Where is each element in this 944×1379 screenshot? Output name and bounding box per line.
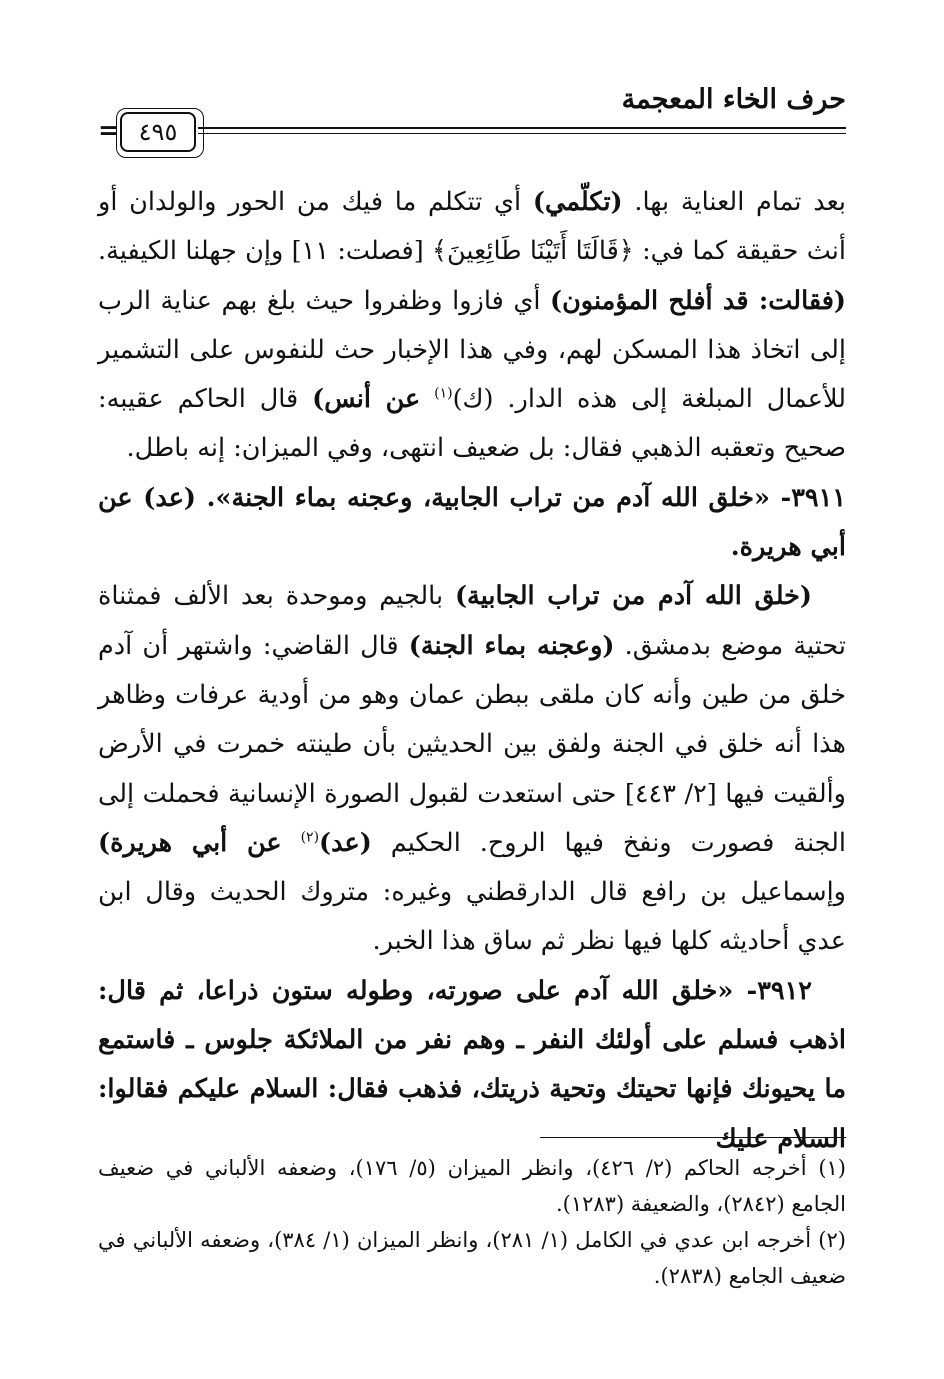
text-run: بعد تمام العناية بها.	[622, 187, 846, 217]
bold-phrase: عن أنس)	[312, 384, 421, 415]
footnote-1-number: (١)	[818, 1156, 846, 1180]
footnote-2-text: أخرجه ابن عدي في الكامل (١/ ٢٨١)، وانظر الميزان (١/ ٣٨٤)، وضعفه الألباني في ضعيف الجامع (٢٨٣٨).	[98, 1228, 846, 1288]
hadith-3911	[98, 474, 846, 573]
header-rule	[98, 112, 846, 152]
commentary-paragraph-2	[98, 572, 846, 966]
text-run	[420, 384, 434, 414]
bold-phrase: (فقالت: قد أفلح المؤمنون)	[550, 285, 846, 316]
bold-phrase: ٣٩١٢- «خلق الله آدم على صورته، وطوله ستون ذراعا، ثم قال: اذهب فسلم على أولئك النفر ـ وهم نفر من الملائكة جلوس ـ فاستمع ما يحيونك فإنها تحيتك وتحية ذريتك، فذهب فقال: السلام عليكم فقالوا: السلام عليك	[98, 975, 846, 1154]
main-text	[98, 178, 846, 1164]
footnote-1-text: أخرجه الحاكم (٢/ ٤٢٦)، وانظر الميزان (٥/ ١٧٦)، وضعفه الألباني في ضعيف الجامع (٢٨٤٢)، والضعيفة (١٢٨٣).	[98, 1156, 846, 1216]
bold-phrase: (وعجنه بماء الجنة)	[408, 630, 615, 661]
bold-phrase: (عد)	[319, 827, 372, 858]
page-number-box	[120, 112, 196, 152]
footnote-marker: (١)	[434, 385, 453, 402]
commentary-paragraph-1	[98, 178, 846, 474]
text-run: أي فازوا وظفروا حيث بلغ بهم عناية الرب إلى اتخاذ هذا المسكن لهم، وفي هذا الإخبار حث للنفوس على التشمير للأعمال المبلغة إلى هذه الدار. (ك)	[98, 285, 846, 415]
bold-phrase: ٣٩١١- «خلق الله آدم من تراب الجابية، وعجنه بماء الجنة». (عد) عن أبي هريرة.	[98, 482, 846, 563]
footnote-divider	[540, 1137, 846, 1138]
header-equals-mark: =	[98, 116, 120, 146]
footnote-2-number: (٢)	[818, 1228, 846, 1252]
text-run: أي تتكلم ما فيك من الحور والولدان أو أنث حقيقة كما في: ﴿قَالَتَا أَتَيْنَا طَائِعِينَ﴾ [فصلت: ١١] وإن جهلنا الكيفية.	[98, 187, 846, 267]
footnotes	[98, 1150, 846, 1294]
hadith-3912	[98, 967, 846, 1164]
chapter-title: حرف الخاء المعجمة	[621, 84, 846, 115]
text-run: وإسماعيل بن رافع قال الدارقطني وغيره: متروك الحديث وقال ابن عدي أحاديثه كلها فيها نظر ثم ساق هذا الخبر.	[98, 877, 846, 957]
footnote-1	[98, 1150, 846, 1222]
page-number: ٤٩٥	[138, 118, 178, 146]
bold-phrase: (تكلّمي)	[532, 187, 623, 217]
text-run	[282, 828, 301, 858]
text-run: قال القاضي: واشتهر أن آدم خلق من طين وأنه كان ملقى ببطن عمان وهو من أودية عرفات وظاهر هذا أنه خلق في الجنة ولفق بين الحديثين بأن طينته خمرت في الأرض وألقيت فيها [٢/ ٤٤٣] حتى استعدت لقبول الصورة الإنسانية فحملت إلى الجنة فصورت ونفخ فيها الروح. الحكيم	[98, 630, 846, 858]
header-rule-thick	[198, 127, 846, 129]
footnote-marker: (٢)	[300, 829, 320, 846]
header-rule-thin	[198, 133, 846, 134]
bold-phrase: عن أبي هريرة)	[98, 827, 282, 858]
bold-phrase: (خلق الله آدم من تراب الجابية)	[454, 581, 812, 612]
footnote-2	[98, 1222, 846, 1294]
text-run: قال الحاكم عقيبه: صحيح وتعقبه الذهبي فقال: بل ضعيف انتهى، وفي الميزان: إنه باطل.	[98, 384, 846, 464]
text-run: بالجيم وموحدة بعد الألف فمثناة تحتية موضع بدمشق.	[98, 581, 846, 661]
